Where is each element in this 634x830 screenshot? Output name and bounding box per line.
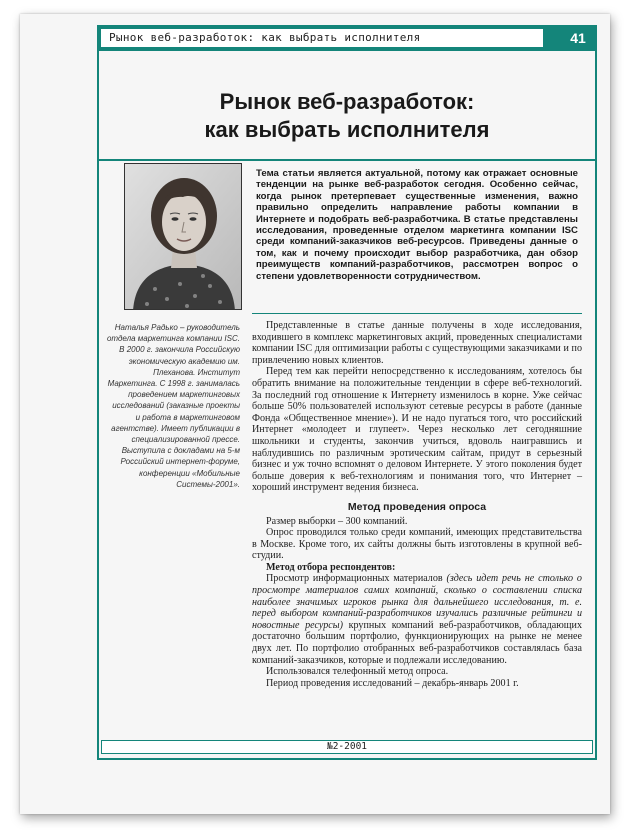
selection-paragraph xyxy=(252,573,582,666)
article-title xyxy=(97,88,597,144)
body-paragraph-1: Представленные в статье данные получены в ходе исследования, входившего в комплекс маркетинговых акций, проведенных специалистами компании ISC для оптимизации работы с существующими заказчиками и по привлечению новых клиентов. xyxy=(252,320,582,366)
page-number: 41 xyxy=(570,30,586,46)
selection-text-start: Просмотр информационных материалов xyxy=(266,573,447,585)
section-heading: Метод проведения опроса xyxy=(347,500,487,513)
method-paragraph-1: Размер выборки – 300 компаний. xyxy=(266,515,408,527)
lead-text: Тема статьи является актуальной, потому как отражает основные тенденции на рынке веб-разработок сегодня. Особенно сейчас, когда рынок претерпевает существенные изменения, важно правильно определить направление работы компании в Интернете и подобрать веб-разработчика. В статье представлены исследования, проведенные отделом маркетинга компании ISC среди компаний-заказчиков веб-ресурсов. Приведены данные о том, как и почему происходит выбор разработчика, дан обзор преимуществ компаний-разработчиков, рассмотрен вопрос о степени удовлетворенности сотрудничеством. xyxy=(256,168,578,282)
issue-footer: №2-2001 xyxy=(101,740,593,754)
article-lead xyxy=(256,168,578,282)
method-paragraph-2: Опрос проводился только среди компаний, имеющих представительства в Москве. Кроме того, их сайты должны быть изготовлены в крупной веб-студии. xyxy=(252,527,582,562)
author-photo xyxy=(124,163,242,310)
lead-divider xyxy=(252,313,582,314)
author-bio: Наталья Радько – руководитель отдела маркетинга компании ISC. В 2000 г. закончила Российскую экономическую академию им. Плеханова. Институт Маркетинга. С 1998 г. занималась проведением маркетинговых исследований (заказные проекты и работа в маркетинговом агентстве). Имеет публикации в специализированной прессе. Выступила с докладами на 5-м Российский интернет-форуме, конференции «Мобильные Системы-2001». xyxy=(106,323,240,489)
article-body xyxy=(252,320,582,689)
closing-paragraph-1: Использовался телефонный метод опроса. xyxy=(266,666,449,678)
author-caption xyxy=(106,322,240,490)
running-title: Рынок веб-разработок: как выбрать исполнителя xyxy=(101,29,543,47)
closing-paragraph-2: Период проведения исследований – декабрь-январь 2001 г. xyxy=(266,677,519,689)
title-line-2: как выбрать исполнителя xyxy=(204,117,490,142)
selection-text-end: крупных компаний веб-разработчиков, обладающих достаточно большим портфолио, функционирующих на рынке не менее двух лет. По портфолио отобранных веб-разработчиков составлялась база компаний-заказчиков, которые и подлежали исследованию. xyxy=(252,619,582,666)
body-paragraph-2: Перед тем как перейти непосредственно к исследованиям, хотелось бы обратить внимание на положительные тенденции в сфере веб-технологий. За последний год отношение к Интернету изменилось в корне. Уже сейчас больше 50% пользователей используют сетевые ресурсы в работе (данные Фонда «Общественное мнение»). И не надо пугаться того, что российский Интернет «молодеет и глупеет». Через несколько лет сегодняшние школьники и студенты, закончив учиться, вдоволь наигравшись и наблудившись по различным эротическим сайтам, придут в серьезный бизнес и уж точно вспомнят о деловом Интернете. У этого поколения будет больше доверия к веб-технологиям и понимания того, что Интернет – хороший инструмент ведения бизнеса. xyxy=(252,366,582,494)
subheading: Метод отбора респондентов: xyxy=(266,561,396,573)
title-line-1: Рынок веб-разработок: xyxy=(219,89,475,114)
author-portrait-image xyxy=(125,164,242,310)
selection-text-italic: (здесь идет речь не столько о просмотре материалов самих компаний, сколько о составлении списка наиболее значимых игроков рынка для дальнейшего исследования, т. е. перед выбором компаний-разработчиков изучались различные рейтинги и новостные ресурсы) xyxy=(252,573,582,631)
